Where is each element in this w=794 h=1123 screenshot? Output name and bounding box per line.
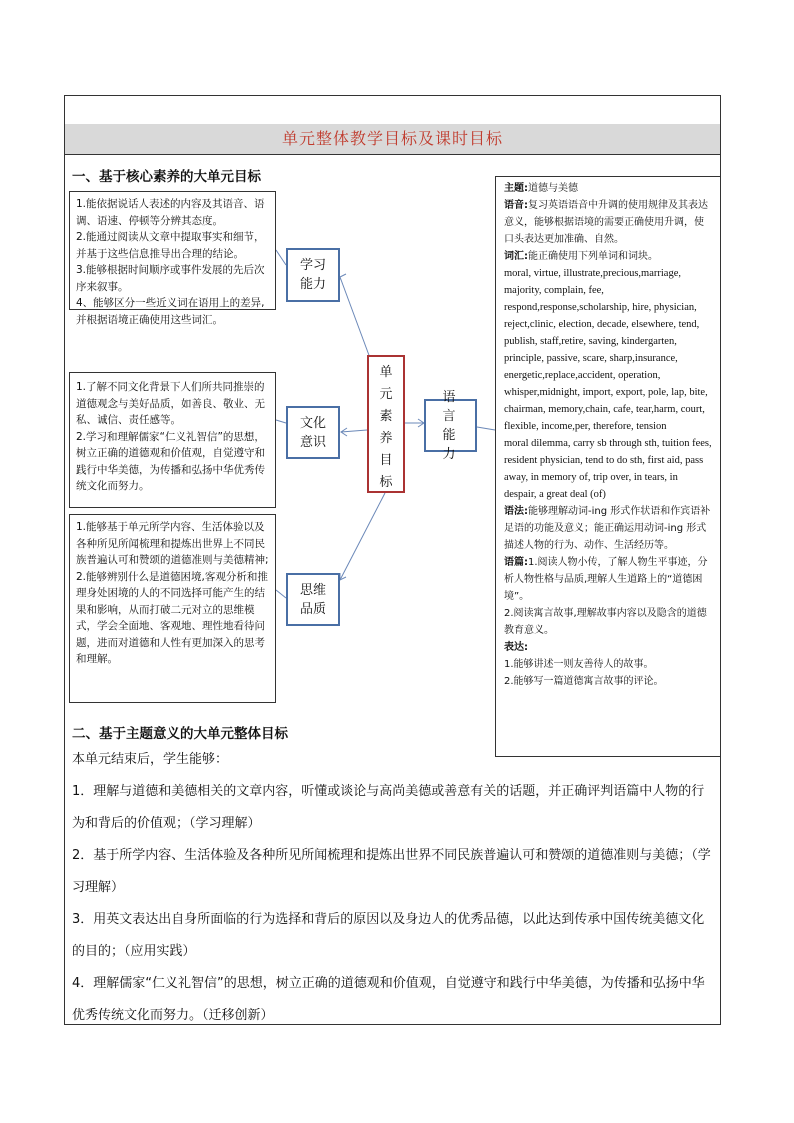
- vocab-label: 词汇:: [504, 251, 528, 262]
- grammar-line: [504, 503, 712, 554]
- connector-center-thinking: [340, 493, 385, 580]
- node-learning-ability: [286, 248, 340, 302]
- center-char: 目: [379, 453, 393, 468]
- ability-goal-4: 4、能够区分一些近义词在语用上的差异,并根据语境正确使用这些词汇。: [76, 297, 265, 326]
- culture-goal-1: 1.了解不同文化背景下人们所共同推崇的道德观念与美好品质，如善良、敬业、无私、诚信、责任感等。: [76, 381, 265, 426]
- vocab-word-list: moral, virtue, illustrate,precious,marriage, majority, complain, fee, respond,response,scholarship, hire, physician, reject,clinic, election, decade, elsewhere, tend, publish, staff,retire, saving, kindergarten, principle, passive, scare, sharp,insurance, energetic,replace,accident, operation, whisper,midnight, import, export, pole, lap, bite, chairman, memory,chain, cafe, tear,harm, court, flexible, income,per, therefore, tension: [504, 268, 708, 432]
- unit-goal-2: 2．基于所学内容、生活体验及各种所见所闻梳理和提炼出世界不同民族普遍认可和赞颂的道德准则与美德；（学习理解）: [72, 848, 711, 895]
- connector-center-culture: [341, 430, 367, 432]
- vocab-phrase-list: moral dilemma, carry sb through sth, tuition fees, resident physician, tend to do sth, first aid, pass away, in memory of, trip over, in tears, in despair, a great deal (of): [504, 438, 712, 500]
- ability-goal-1: 1.能依据说话人表述的内容及其语音、语调、语速、停顿等分辨其态度。: [76, 198, 265, 227]
- center-char: 素: [379, 409, 393, 424]
- node-language-label: 语言能力: [442, 389, 459, 462]
- culture-goal-2: 2.学习和理解儒家“仁义礼智信”的思想，树立正确的道德观和价值观，自觉遵守和践行中华美德，为传播和弘扬中华优秀传统文化而努力。: [76, 430, 265, 492]
- center-char: 养: [379, 431, 393, 446]
- expression-item-1: 1.能够讲述一则友善待人的故事。: [504, 659, 654, 670]
- thinking-goal-1: 1.能够基于单元所学内容、生活体验以及各种所见所闻梳理和提炼出世界上不同民族普遍认可和赞颂的道德准则与美德精神;: [76, 521, 269, 566]
- node-language-ability: [424, 389, 477, 462]
- expression-label: 表达:: [504, 642, 528, 653]
- unit-goal-1: 1．理解与道德和美德相关的文章内容，听懂或谈论与高尚美德或善意有关的话题，并正确评判语篇中人物的行为和背后的价值观；（学习理解）: [72, 784, 705, 831]
- vocab-value: 能正确使用下列单词和词块。: [528, 251, 658, 262]
- culture-goals-box: [69, 372, 276, 508]
- thinking-goals-box: [69, 514, 276, 703]
- connector-center-learning: [340, 277, 370, 358]
- phonetics-value: 复习英语语音中升调的使用规律及其表达意义，能够根据语境的需要正确使用升调，使口头表达更加准确、自然。: [504, 200, 708, 245]
- ability-goal-2: 2.能通过阅读从文章中提取事实和细节，并基于这些信息推导出合理的结论。: [76, 231, 265, 260]
- node-learning-label: 学习能力: [299, 258, 326, 292]
- connector-language-rightbox: [477, 427, 495, 430]
- ability-goals-box: [69, 191, 276, 326]
- unit-goal-4: 4．理解儒家“仁义礼智信”的思想，树立正确的道德观和价值观，自觉遵守和践行中华美德，为传播和弘扬中华优秀传统文化而努力。（迁移创新）: [72, 976, 705, 1023]
- section2-intro: 本单元结束后，学生能够：: [72, 752, 229, 767]
- ability-goal-3: 3.能够根据时间顺序或事件发展的先后次序来叙事。: [76, 264, 265, 293]
- vocab-line: [504, 248, 712, 265]
- theme-line: [504, 180, 712, 197]
- node-core-literacy-goals: [367, 355, 405, 493]
- unit-goal-3: 3．用英文表达出自身所面临的行为选择和背后的原因以及身边人的优秀品德，以此达到传承中国传统美德文化的目的；（应用实践）: [72, 912, 705, 959]
- node-thinking-label: 思维品质: [299, 582, 326, 617]
- theme-label: 主题:: [504, 183, 528, 194]
- connector-box2-culture: [276, 420, 286, 423]
- center-char: 单: [379, 365, 393, 380]
- node-culture-awareness: [286, 406, 340, 459]
- discourse-item-1: 1.阅读人物小传，了解人物生平事迹，分析人物性格与品质,理解人生道路上的“道德困境”。: [504, 557, 708, 602]
- grammar-label: 语法:: [504, 506, 528, 517]
- discourse-label: 语篇:: [504, 557, 528, 568]
- discourse-line: [504, 554, 712, 605]
- phonetics-line: [504, 197, 712, 248]
- connector-box1-learning: [276, 250, 286, 265]
- center-char: 元: [379, 387, 393, 402]
- phonetics-label: 语音:: [504, 200, 528, 211]
- language-goals-box: [495, 176, 721, 757]
- thinking-goal-2: 2.能够辨别什么是道德困境,客观分析和推理身处困境的人的不同选择可能产生的结果和影响，从而打破二元对立的思维模式，学会全面地、客观地、理性地看待问题，进而对道德和人性有更加深入的思考和理解。: [76, 570, 268, 665]
- discourse-item-2: 2.阅读寓言故事,理解故事内容以及隐含的道德教育意义。: [504, 608, 707, 636]
- grammar-value: 能够理解动词-ing 形式作状语和作宾语补足语的功能及意义；能正确运用动词-ing 形式描述人物的行为、动作、生活经历等。: [504, 506, 711, 551]
- node-culture-label: 文化意识: [299, 415, 326, 450]
- node-thinking-quality: [286, 573, 340, 626]
- theme-value: 道德与美德: [528, 183, 578, 194]
- section1-heading: 一、基于核心素养的大单元目标: [72, 169, 261, 185]
- page-title: 单元整体教学目标及课时目标: [65, 124, 720, 155]
- section2-body: [72, 744, 712, 1032]
- section2-heading: 二、基于主题意义的大单元整体目标: [72, 726, 288, 742]
- center-char: 标: [379, 475, 393, 490]
- expression-item-2: 2.能够写一篇道德寓言故事的评论。: [504, 676, 664, 687]
- connector-box3-thinking: [276, 590, 286, 598]
